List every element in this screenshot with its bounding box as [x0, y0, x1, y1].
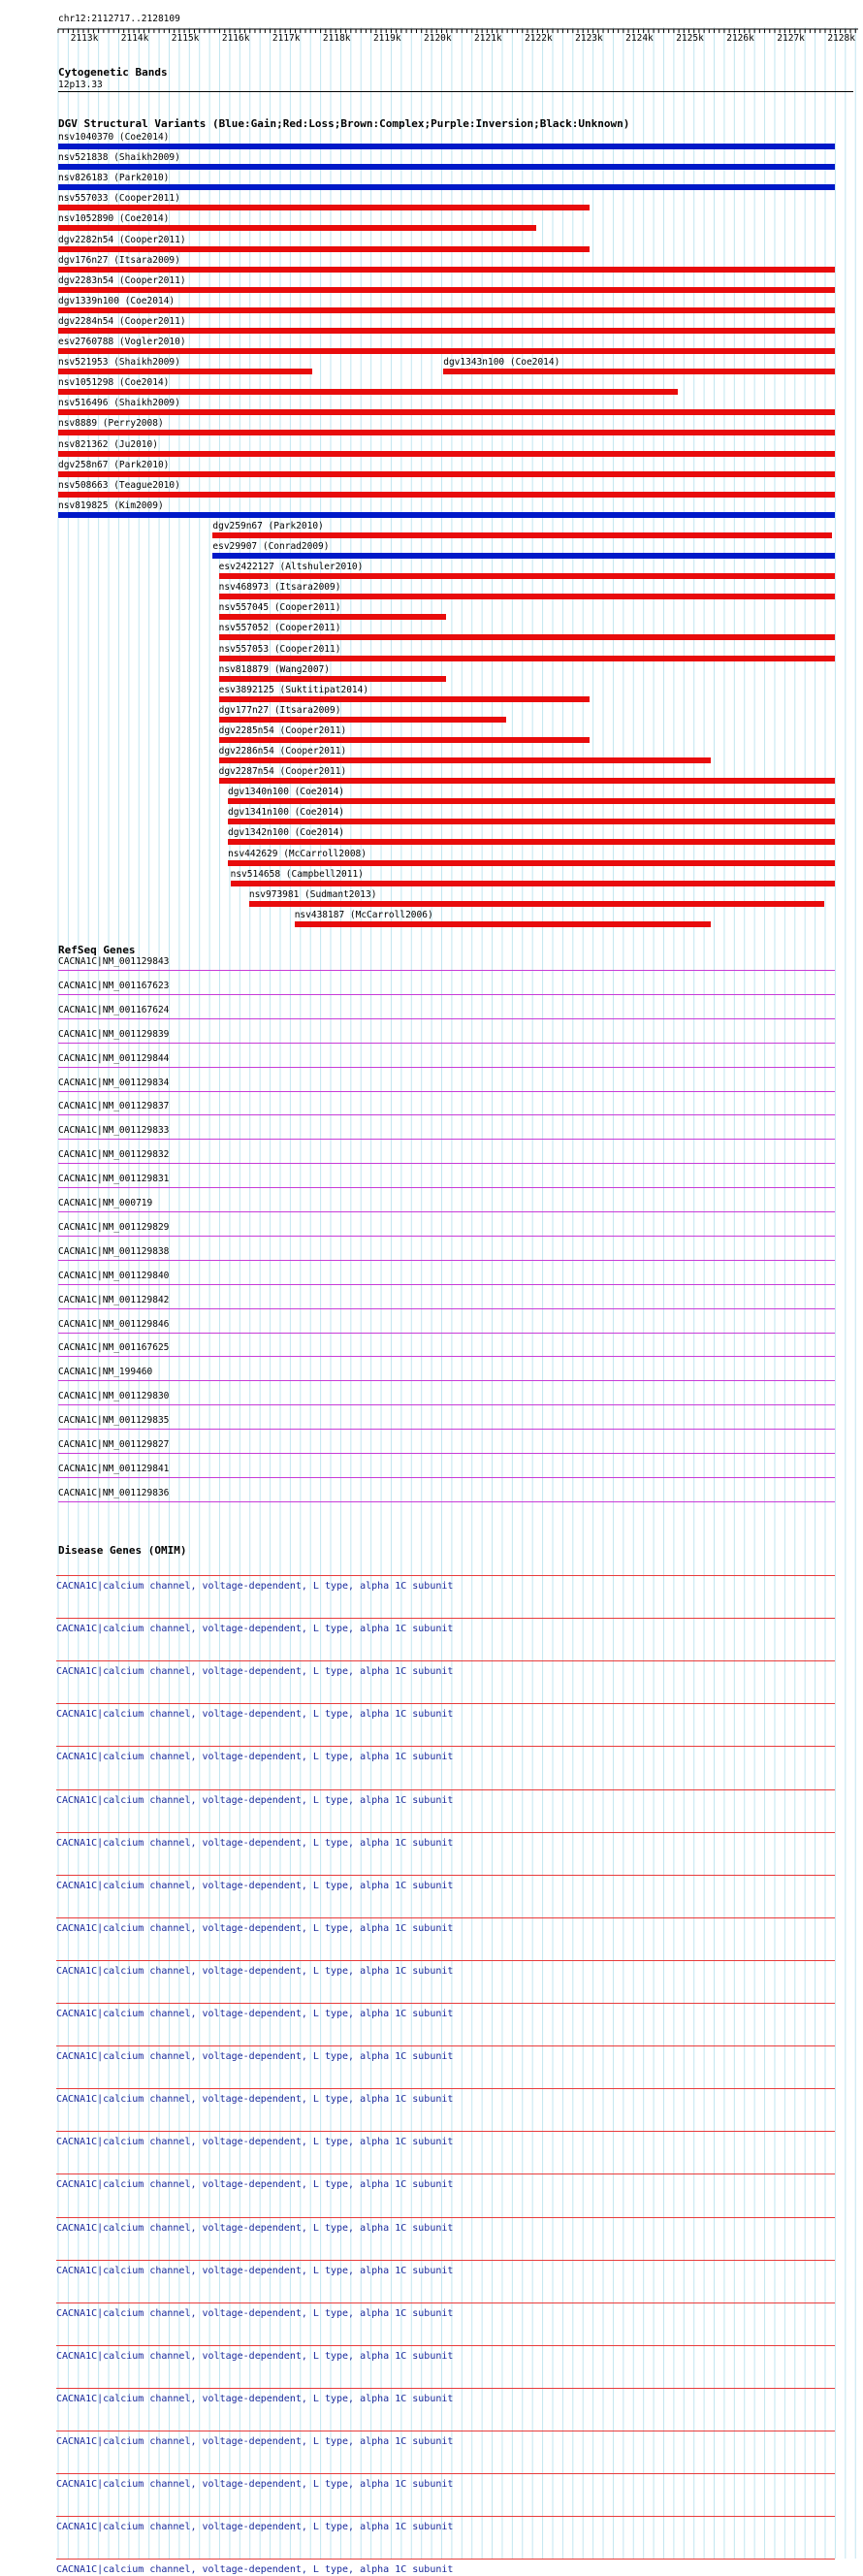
refseq-gene-label: CACNA1C|NM_001129840	[58, 1270, 170, 1281]
refseq-gene-label: CACNA1C|NM_000719	[58, 1198, 153, 1208]
dgv-variant-label: esv3892125 (Suktitipat2014)	[218, 684, 369, 695]
refseq-gene-label: CACNA1C|NM_001129836	[58, 1487, 170, 1498]
refseq-gene-label: CACNA1C|NM_199460	[58, 1367, 153, 1378]
refseq-gene-line	[58, 970, 835, 971]
refseq-gene-label: CACNA1C|NM_001129842	[58, 1294, 170, 1305]
omim-gene-label: CACNA1C|calcium channel, voltage-dependent, L type, alpha 1C subunit	[56, 1880, 454, 1891]
dgv-variant-label: nsv557052 (Cooper2011)	[218, 623, 341, 634]
omim-gene-label: CACNA1C|calcium channel, voltage-dependent, L type, alpha 1C subunit	[56, 2307, 454, 2319]
omim-gene-label: CACNA1C|calcium channel, voltage-dependent, L type, alpha 1C subunit	[56, 1581, 454, 1592]
refseq-gene-label: CACNA1C|NM_001167623	[58, 980, 170, 991]
dgv-variant-bar	[212, 532, 832, 538]
dgv-variant-bar	[228, 819, 835, 824]
dgv-variant-bar	[219, 696, 590, 702]
dgv-variant-label: nsv516496 (Shaikh2009)	[58, 398, 180, 409]
refseq-gene-line	[58, 1187, 835, 1188]
dgv-variant-bar	[58, 389, 678, 395]
dgv-variant-bar	[58, 430, 835, 435]
refseq-gene-label: CACNA1C|NM_001129831	[58, 1174, 170, 1185]
dgv-variant-label: dgv1341n100 (Coe2014)	[228, 807, 345, 819]
ruler-tick-label: 2125k	[676, 33, 704, 44]
dgv-variant-label: esv2760788 (Vogler2010)	[58, 337, 186, 347]
refseq-gene-line	[58, 1453, 835, 1454]
refseq-gene-label: CACNA1C|NM_001129843	[58, 956, 170, 967]
omim-gene-label: CACNA1C|calcium channel, voltage-dependent, L type, alpha 1C subunit	[56, 2522, 454, 2533]
ruler-tick-label: 2126k	[726, 33, 754, 44]
dgv-variant-bar	[58, 246, 590, 252]
omim-gene-line	[56, 1575, 835, 1576]
omim-gene-label: CACNA1C|calcium channel, voltage-dependent, L type, alpha 1C subunit	[56, 2436, 454, 2447]
omim-gene-label: CACNA1C|calcium channel, voltage-dependent, L type, alpha 1C subunit	[56, 2137, 454, 2148]
omim-gene-line	[56, 2131, 835, 2132]
refseq-gene-line	[58, 1114, 835, 1115]
refseq-gene-line	[58, 1260, 835, 1261]
dgv-variant-bar	[231, 881, 835, 886]
omim-gene-label: CACNA1C|calcium channel, voltage-dependent, L type, alpha 1C subunit	[56, 2094, 454, 2106]
cytoband-title: Cytogenetic Bands	[58, 66, 168, 79]
refseq-gene-line	[58, 1067, 835, 1068]
dgv-variant-bar	[58, 307, 835, 313]
omim-gene-label: CACNA1C|calcium channel, voltage-dependent, L type, alpha 1C subunit	[56, 2051, 454, 2063]
refseq-gene-label: CACNA1C|NM_001129830	[58, 1391, 170, 1402]
refseq-gene-line	[58, 1380, 835, 1381]
omim-gene-line	[56, 2302, 835, 2303]
dgv-title: DGV Structural Variants (Blue:Gain;Red:Loss;Brown:Complex;Purple:Inversion;Black:Unknown)	[58, 117, 630, 130]
omim-gene-line	[56, 1832, 835, 1833]
dgv-variant-bar	[219, 676, 446, 682]
refseq-gene-line	[58, 1091, 835, 1092]
refseq-gene-label: CACNA1C|NM_001129841	[58, 1463, 170, 1474]
omim-gene-label: CACNA1C|calcium channel, voltage-dependent, L type, alpha 1C subunit	[56, 2350, 454, 2362]
dgv-variant-label: dgv1339n100 (Coe2014)	[58, 295, 176, 306]
omim-gene-line	[56, 2516, 835, 2517]
refseq-gene-label: CACNA1C|NM_001129834	[58, 1077, 170, 1088]
dgv-variant-bar	[212, 553, 835, 559]
omim-gene-label: CACNA1C|calcium channel, voltage-dependent, L type, alpha 1C subunit	[56, 1837, 454, 1849]
dgv-variant-label: nsv557033 (Cooper2011)	[58, 193, 180, 205]
dgv-variant-label: nsv468973 (Itsara2009)	[218, 582, 341, 594]
dgv-variant-label: nsv818879 (Wang2007)	[218, 663, 331, 675]
refseq-gene-label: CACNA1C|NM_001129835	[58, 1415, 170, 1427]
dgv-variant-bar	[58, 471, 835, 477]
dgv-variant-label: esv2422127 (Altshuler2010)	[218, 562, 364, 573]
dgv-variant-bar	[58, 205, 590, 210]
omim-gene-label: CACNA1C|calcium channel, voltage-dependent, L type, alpha 1C subunit	[56, 1922, 454, 1934]
dgv-variant-bar	[443, 369, 835, 374]
refseq-gene-label: CACNA1C|NM_001129833	[58, 1125, 170, 1137]
dgv-variant-label: dgv2285n54 (Cooper2011)	[218, 724, 347, 736]
refseq-gene-line	[58, 1163, 835, 1164]
refseq-gene-line	[58, 1211, 835, 1212]
dgv-variant-bar	[58, 164, 835, 170]
refseq-gene-label: CACNA1C|NM_001167625	[58, 1342, 170, 1354]
refseq-gene-label: CACNA1C|NM_001129832	[58, 1149, 170, 1161]
ruler-tick-label: 2124k	[625, 33, 654, 44]
refseq-gene-label: CACNA1C|NM_001129839	[58, 1028, 170, 1040]
dgv-variant-label: dgv2283n54 (Cooper2011)	[58, 274, 186, 286]
dgv-variant-label: nsv8889 (Perry2008)	[58, 418, 164, 430]
omim-gene-label: CACNA1C|calcium channel, voltage-dependent, L type, alpha 1C subunit	[56, 2479, 454, 2491]
omim-gene-line	[56, 1875, 835, 1876]
omim-gene-label: CACNA1C|calcium channel, voltage-dependent, L type, alpha 1C subunit	[56, 1752, 454, 1763]
ruler-tick-label: 2116k	[221, 33, 250, 44]
omim-gene-line	[56, 1960, 835, 1961]
dgv-variant-label: nsv826183 (Park2010)	[58, 173, 170, 184]
refseq-gene-label: CACNA1C|NM_001129844	[58, 1052, 170, 1064]
dgv-variant-label: dgv2282n54 (Cooper2011)	[58, 234, 186, 245]
omim-gene-line	[56, 2088, 835, 2089]
refseq-gene-line	[58, 1356, 835, 1357]
omim-gene-line	[56, 1703, 835, 1704]
dgv-variant-label: dgv2286n54 (Cooper2011)	[218, 746, 347, 757]
refseq-gene-line	[58, 1477, 835, 1478]
dgv-variant-bar	[219, 757, 711, 763]
refseq-gene-line	[58, 994, 835, 995]
dgv-variant-bar	[58, 369, 312, 374]
dgv-variant-bar	[219, 737, 590, 743]
dgv-variant-bar	[219, 717, 507, 723]
refseq-gene-label: CACNA1C|NM_001129829	[58, 1221, 170, 1233]
dgv-variant-label: nsv521838 (Shaikh2009)	[58, 152, 180, 164]
dgv-variant-label: nsv514658 (Campbell2011)	[230, 868, 364, 880]
dgv-variant-bar	[58, 287, 835, 293]
dgv-variant-label: nsv442629 (McCarroll2008)	[228, 848, 367, 859]
refseq-gene-line	[58, 1333, 835, 1334]
dgv-variant-bar	[295, 921, 711, 927]
refseq-gene-label: CACNA1C|NM_001129837	[58, 1101, 170, 1112]
ruler-tick-label: 2115k	[171, 33, 200, 44]
dgv-variant-bar	[58, 144, 835, 149]
omim-gene-line	[56, 1917, 835, 1918]
omim-gene-label: CACNA1C|calcium channel, voltage-dependent, L type, alpha 1C subunit	[56, 1794, 454, 1806]
omim-gene-line	[56, 1660, 835, 1661]
omim-gene-label: CACNA1C|calcium channel, voltage-dependent, L type, alpha 1C subunit	[56, 2009, 454, 2019]
dgv-variant-label: esv29907 (Conrad2009)	[212, 541, 330, 552]
dgv-variant-bar	[58, 451, 835, 457]
dgv-variant-label: nsv1040370 (Coe2014)	[58, 132, 170, 143]
omim-gene-label: CACNA1C|calcium channel, voltage-dependent, L type, alpha 1C subunit	[56, 2265, 454, 2276]
omim-gene-label: CACNA1C|calcium channel, voltage-dependent, L type, alpha 1C subunit	[56, 2393, 454, 2404]
dgv-variant-label: nsv557045 (Cooper2011)	[218, 602, 341, 614]
cytoband-bar	[58, 91, 853, 92]
dgv-variant-bar	[58, 512, 835, 518]
ruler-tick-label: 2122k	[525, 33, 553, 44]
omim-gene-label: CACNA1C|calcium channel, voltage-dependent, L type, alpha 1C subunit	[56, 2564, 454, 2576]
dgv-variant-label: nsv1051298 (Coe2014)	[58, 377, 170, 389]
dgv-variant-label: nsv973981 (Sudmant2013)	[248, 888, 377, 900]
dgv-variant-label: nsv521953 (Shaikh2009)	[58, 357, 180, 369]
refseq-gene-line	[58, 1139, 835, 1140]
refseq-gene-line	[58, 1284, 835, 1285]
dgv-variant-label: nsv557053 (Cooper2011)	[218, 643, 341, 655]
dgv-variant-bar	[58, 348, 835, 354]
dgv-variant-bar	[219, 634, 835, 640]
omim-gene-line	[56, 1618, 835, 1619]
dgv-variant-label: nsv438187 (McCarroll2006)	[294, 909, 433, 920]
dgv-variant-bar	[228, 798, 835, 804]
dgv-variant-label: dgv259n67 (Park2010)	[212, 520, 324, 531]
dgv-variant-bar	[249, 901, 824, 907]
dgv-variant-label: nsv1052890 (Coe2014)	[58, 213, 170, 225]
dgv-variant-label: dgv2284n54 (Cooper2011)	[58, 315, 186, 327]
omim-gene-label: CACNA1C|calcium channel, voltage-dependent, L type, alpha 1C subunit	[56, 1965, 454, 1977]
dgv-variant-bar	[58, 328, 835, 334]
omim-gene-line	[56, 2045, 835, 2046]
dgv-variant-label: dgv258n67 (Park2010)	[58, 459, 170, 470]
omim-gene-label: CACNA1C|calcium channel, voltage-dependent, L type, alpha 1C subunit	[56, 1624, 454, 1635]
omim-gene-line	[56, 1746, 835, 1747]
dgv-variant-bar	[219, 594, 835, 599]
refseq-gene-label: CACNA1C|NM_001129846	[58, 1318, 170, 1330]
refseq-gene-line	[58, 1429, 835, 1430]
refseq-gene-line	[58, 1018, 835, 1019]
dgv-variant-bar	[219, 778, 835, 784]
dgv-variant-bar	[219, 656, 835, 661]
ruler-tick-label: 2119k	[372, 33, 401, 44]
refseq-gene-line	[58, 1404, 835, 1405]
omim-gene-line	[56, 2217, 835, 2218]
ruler-tick-label: 2113k	[70, 33, 99, 44]
ruler-tick-label: 2118k	[322, 33, 351, 44]
ruler-tick-label: 2114k	[120, 33, 149, 44]
dgv-variant-bar	[219, 614, 446, 620]
refseq-gene-label: CACNA1C|NM_001167624	[58, 1004, 170, 1015]
dgv-variant-bar	[219, 573, 835, 579]
ruler-tick-label: 2121k	[474, 33, 502, 44]
omim-gene-label: CACNA1C|calcium channel, voltage-dependent, L type, alpha 1C subunit	[56, 2179, 454, 2191]
ruler-tick-label: 2117k	[272, 33, 301, 44]
ruler-tick-label: 2128k	[827, 33, 855, 44]
dgv-variant-bar	[228, 839, 835, 845]
dgv-variant-bar	[58, 184, 835, 190]
refseq-gene-line	[58, 1308, 835, 1309]
dgv-variant-bar	[228, 860, 835, 866]
refseq-gene-line	[58, 1043, 835, 1044]
ruler-tick-label: 2120k	[424, 33, 452, 44]
omim-gene-label: CACNA1C|calcium channel, voltage-dependent, L type, alpha 1C subunit	[56, 1709, 454, 1721]
dgv-variant-bar	[58, 225, 536, 231]
dgv-variant-label: nsv819825 (Kim2009)	[58, 499, 164, 511]
dgv-variant-label: nsv508663 (Teague2010)	[58, 479, 180, 491]
refseq-gene-line	[58, 1501, 835, 1502]
ruler-tick-label: 2123k	[575, 33, 603, 44]
refseq-gene-label: CACNA1C|NM_001129838	[58, 1245, 170, 1257]
ruler-tick-label: 2127k	[777, 33, 805, 44]
cytoband-label: 12p13.33	[58, 80, 103, 90]
omim-gene-line	[56, 1789, 835, 1790]
region-label: chr12:2112717..2128109	[58, 14, 180, 24]
omim-gene-line	[56, 2345, 835, 2346]
omim-gene-line	[56, 2260, 835, 2261]
refseq-gene-label: CACNA1C|NM_001129827	[58, 1439, 170, 1450]
omim-gene-label: CACNA1C|calcium channel, voltage-dependent, L type, alpha 1C subunit	[56, 2222, 454, 2234]
omim-gene-line	[56, 2559, 835, 2560]
dgv-variant-label: dgv2287n54 (Cooper2011)	[218, 766, 347, 778]
dgv-variant-label: dgv176n27 (Itsara2009)	[58, 254, 180, 266]
dgv-variant-label: dgv177n27 (Itsara2009)	[218, 704, 341, 716]
dgv-variant-bar	[58, 267, 835, 273]
refseq-title: RefSeq Genes	[58, 944, 136, 956]
dgv-variant-bar	[58, 492, 835, 498]
refseq-gene-line	[58, 1236, 835, 1237]
omim-title: Disease Genes (OMIM)	[58, 1544, 187, 1557]
omim-gene-line	[56, 2388, 835, 2389]
omim-gene-line	[56, 2003, 835, 2004]
dgv-variant-bar	[58, 409, 835, 415]
dgv-variant-label: dgv1342n100 (Coe2014)	[228, 827, 345, 839]
dgv-variant-label: dgv1340n100 (Coe2014)	[228, 787, 345, 798]
omim-gene-line	[56, 2473, 835, 2474]
dgv-variant-label: dgv1343n100 (Coe2014)	[443, 357, 560, 369]
dgv-variant-label: nsv821362 (Ju2010)	[58, 438, 158, 450]
omim-gene-label: CACNA1C|calcium channel, voltage-dependent, L type, alpha 1C subunit	[56, 1666, 454, 1678]
